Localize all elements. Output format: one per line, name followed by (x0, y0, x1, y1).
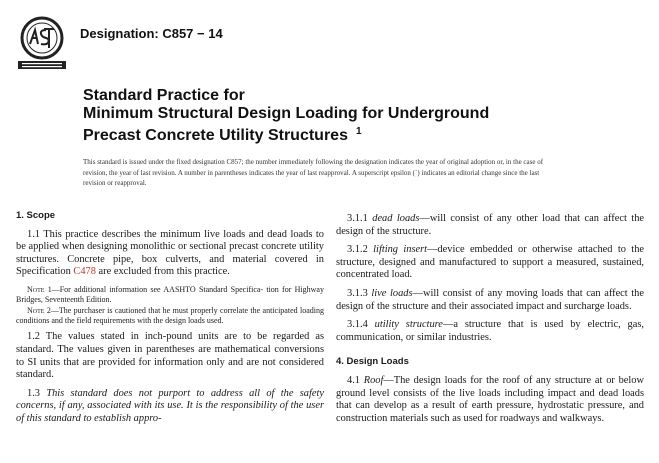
note-2-text: —The purchaser is cautioned that he must properly correlate the anticipated loading conditions and the field requirements with the design loads used. (16, 306, 324, 325)
note-1 (16, 285, 324, 304)
title-line-3 (83, 123, 603, 145)
p4-1-term: Roof (363, 374, 384, 386)
note-2-label: Note 2 (27, 306, 51, 316)
d311-term: dead loads (372, 213, 420, 224)
d311-number: 3.1.1 (347, 213, 373, 224)
title-footnote-marker[interactable]: 1 (355, 126, 362, 137)
title-line-1: Standard Practice for (83, 87, 245, 104)
p1-3-text: This standard does not purport to address all of the safety concerns, if any, associated with its use. It is the responsibility of the user of this standard to establish appro- (16, 387, 324, 424)
p4-1-number: 4.1 (347, 374, 364, 386)
d313-term: live loads (371, 287, 413, 299)
scope-heading: 1. Scope (16, 210, 56, 221)
note-1-text: —For additional information see AASHTO Standard Specifica- tion for Highway Bridges, Seventeenth Edition. (16, 284, 324, 304)
designation: Designation: C857 − 14 (80, 26, 223, 41)
d312-term: lifting insert (373, 244, 428, 256)
paragraph-1-1 (16, 229, 324, 279)
design-loads-heading: 4. Design Loads (336, 356, 409, 368)
definition-3-1-3 (336, 288, 644, 313)
d313-text: —will consist of any moving loads that can affect the design of the structure and their associated impact and surcharge loads. (336, 287, 644, 312)
d312-number: 3.1.2 (347, 244, 374, 256)
p1-3-number: 1.3 (27, 387, 47, 399)
astm-logo (16, 14, 68, 72)
d314-number: 3.1.4 (347, 319, 375, 331)
p1-1-after: are excluded from this practice. (95, 266, 230, 278)
p4-1-text: —The design loads for the roof of any structure at or below ground level consists of the live loads including impact and dead loads that can develop as a result of earth pressure, hydrostatic pressure, and construction materials such as used for roadways and walkways. (336, 374, 644, 424)
page-title (83, 87, 603, 145)
d313-number: 3.1.3 (347, 287, 372, 299)
title-line-3-text: Precast Concrete Utility Structures (83, 127, 348, 144)
d314-term: utility structure (374, 319, 443, 331)
title-line-2: Minimum Structural Design Loading for Underground (83, 105, 490, 122)
d312-text: —device embedded or otherwise attached to the structure, designed and manufactured to support a measured, sustained, concentrated load. (336, 244, 645, 281)
note-2 (16, 306, 324, 325)
definition-3-1-4 (336, 319, 644, 344)
d314-text: —a structure that is used by electric, gas, communication, or similar industries. (336, 319, 644, 343)
issuance-notice: This standard is issued under the fixed designation C857; the number immediately following the designation indicates the year of original adoption or, in the case of revision, the year of last revision. A number in parentheses indicates the year of last reapproval. A superscript epsilon (´) indicates an editorial change since the last revision or reapproval. (83, 158, 544, 187)
paragraph-1-3 (16, 388, 324, 426)
definition-3-1-1 (336, 213, 644, 238)
p1-1-before: 1.1 This practice describes the minimum live loads and dead loads to be applied when designing monolithic or sectional precast concrete utility structures. Concrete pipe, box culverts, and material covered in Specification (16, 228, 324, 278)
spec-c478-link[interactable]: C478 (73, 266, 96, 278)
paragraph-1-2: 1.2 The values stated in inch-pound units are to be regarded as standard. The values given in parentheses are mathematical conversions to SI units that are provided for information only and are not considered standard. (16, 331, 324, 381)
left-column (16, 210, 324, 432)
note-1-label: Note 1 (27, 284, 52, 294)
paragraph-4-1 (336, 375, 644, 425)
right-column (336, 213, 644, 431)
definition-3-1-2 (336, 244, 644, 282)
d311-text: —will consist of any other load that can affect the design of the structure. (336, 213, 644, 237)
